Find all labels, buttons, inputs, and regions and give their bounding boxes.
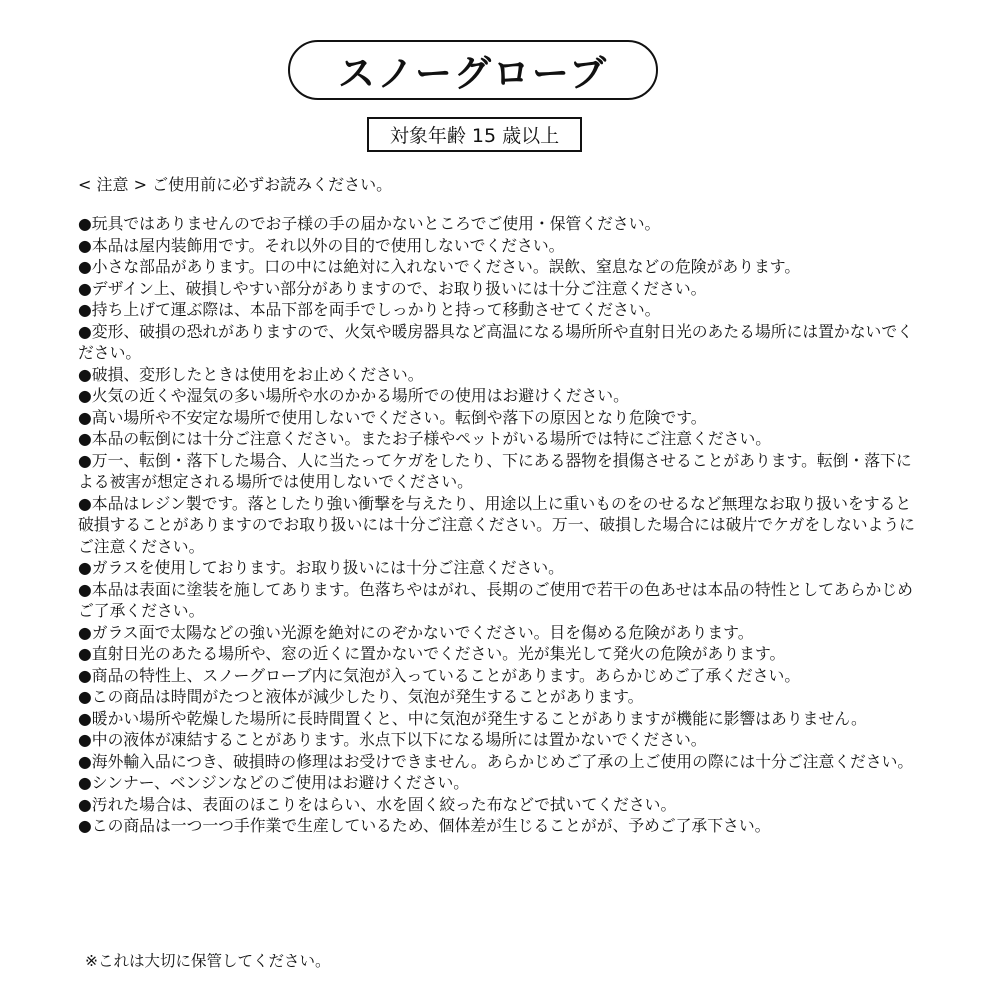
list-item: ●中の液体が凍結することがあります。氷点下以下になる場所には置かないでください。 xyxy=(78,730,707,749)
list-item: ●海外輸入品につき、破損時の修理はお受けできません。あらかじめご了承の上ご使用の際には十分ご注意ください。 xyxy=(78,751,914,771)
page-title: スノーグローブ xyxy=(337,52,609,95)
list-item: ●破損、変形したときは使用をお止めください。 xyxy=(78,364,424,384)
list-item: ●玩具ではありませんのでお子様の手の届かないところでご使用・保管ください。 xyxy=(78,214,661,233)
title-banner xyxy=(288,40,658,100)
closing-note: ※これは大切に保管してください。 xyxy=(85,952,331,970)
list-item: ●ガラス面で太陽などの強い光源を絶対にのぞかないでください。目を傷める危険があります。 xyxy=(78,622,754,642)
list-item: ●本品はレジン製です。落としたり強い衝撃を与えたり、用途以上に重いものをのせるなど無理なお取り扱いをすると破損することがありますのでお取り扱いには十分ご注意ください。万一、破損した場合には破片でケガをしないようにご注意ください。 xyxy=(78,493,915,556)
list-item: ●万一、転倒・落下した場合、人に当たってケガをしたり、下にある器物を損傷させることがあります。転倒・落下による被害が想定される場所では使用しないでください。 xyxy=(78,450,912,491)
list-item: ●デザイン上、破損しやすい部分がありますので、お取り扱いには十分ご注意ください。 xyxy=(78,278,707,298)
list-item: ●この商品は時間がたつと液体が減少したり、気泡が発生することがあります。 xyxy=(78,687,644,706)
list-item: ●小さな部品があります。口の中には絶対に入れないでください。誤飲、窒息などの危険があります。 xyxy=(78,257,801,276)
list-item: ●変形、破損の恐れがありますので、火気や暖房器具など高温になる場所所や直射日光のあたる場所には置かないでください。 xyxy=(78,321,913,362)
list-item: ●この商品は一つ一つ手作業で生産しているため、個体差が生じることがが、予めご了承下さい。 xyxy=(78,816,771,835)
list-item: ●ガラスを使用しております。お取り扱いには十分ご注意ください。 xyxy=(78,558,564,577)
list-item: ●持ち上げて運ぶ際は、本品下部を両手でしっかりと持って移動させてください。 xyxy=(78,300,661,319)
list-item: ●高い場所や不安定な場所で使用しないでください。転倒や落下の原因となり危険です。 xyxy=(78,407,707,427)
list-item: ●直射日光のあたる場所や、窓の近くに置かないでください。光が集光して発火の危険があります。 xyxy=(78,644,786,663)
notes-list xyxy=(78,213,920,837)
list-item: ●暖かい場所や乾燥した場所に長時間置くと、中に気泡が発生することがありますが機能に影響はありません。 xyxy=(78,708,867,728)
list-item: ●本品は屋内装飾用です。それ以外の目的で使用しないでください。 xyxy=(78,235,565,255)
list-item: ●本品は表面に塗装を施してあります。色落ちやはがれ、長期のご使用で若干の色あせは本品の特性としてあらかじめご了承ください。 xyxy=(78,579,913,620)
list-item: ●商品の特性上、スノーグローブ内に気泡が入っていることがあります。あらかじめご了承ください。 xyxy=(78,665,801,685)
list-item: ●本品の転倒には十分ご注意ください。またお子様やペットがいる場所では特にご注意ください。 xyxy=(78,429,772,448)
caution-header: < 注意 > ご使用前に必ずお読みください。 xyxy=(78,175,393,194)
list-item: ●シンナー、ベンジンなどのご使用はお避けください。 xyxy=(78,773,470,792)
age-label: 対象年齢 15 歳以上 xyxy=(389,125,560,147)
age-label-box xyxy=(367,117,582,152)
list-item: ●汚れた場合は、表面のほこりをはらい、水を固く絞った布などで拭いてください。 xyxy=(78,794,677,814)
list-item: ●火気の近くや湿気の多い場所や水のかかる場所での使用はお避けください。 xyxy=(78,386,629,405)
